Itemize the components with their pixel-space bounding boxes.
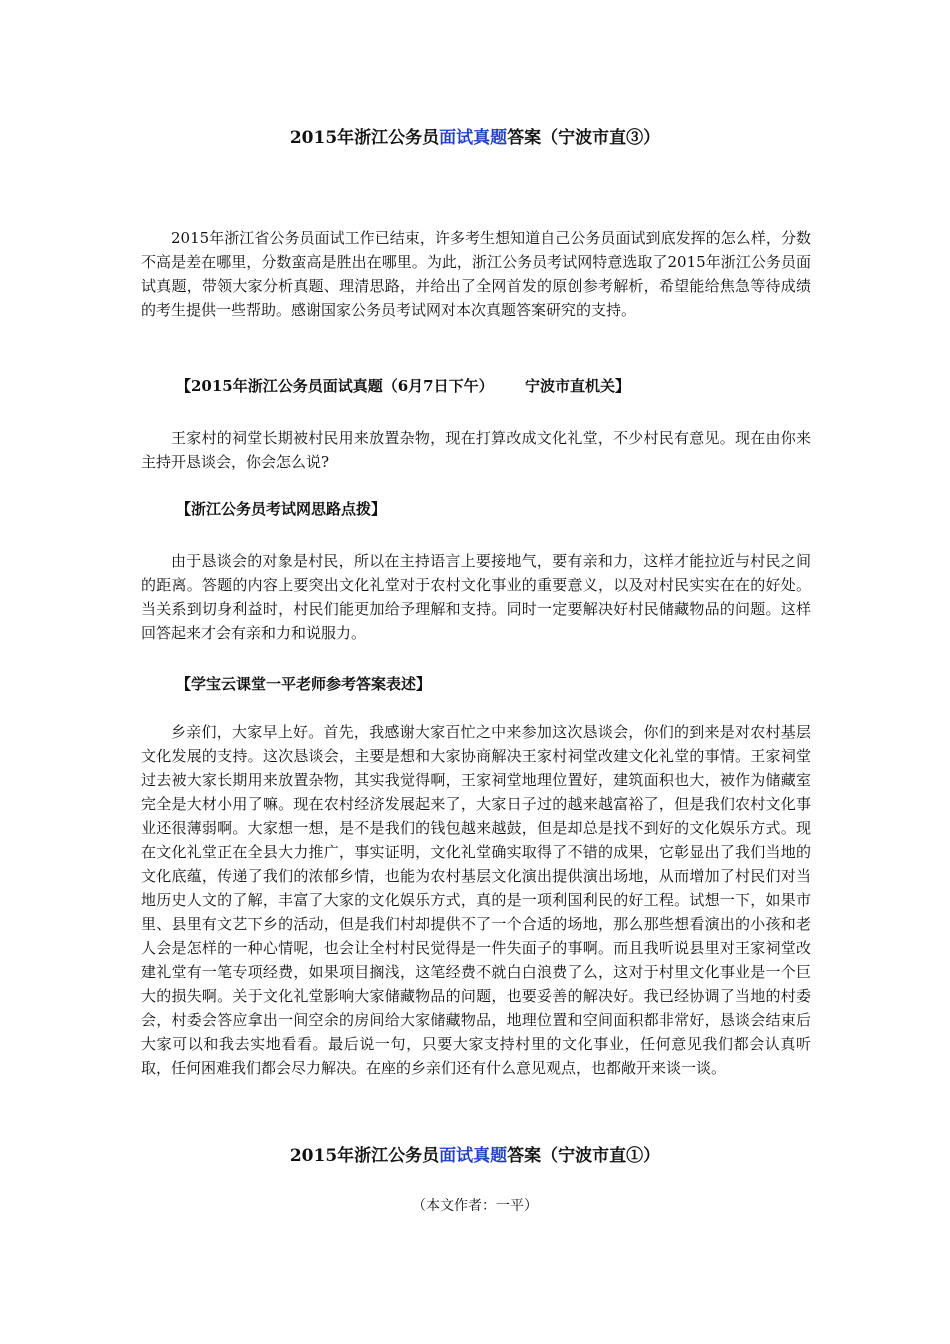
question-paragraph: 王家村的祠堂长期被村民用来放置杂物，现在打算改成文化礼堂，不少村民有意见。现在由你来主持开恳谈会，你会怎么说? xyxy=(141,429,811,471)
intro-paragraph: 2015年浙江省公务员面试工作已结束，许多考生想知道自己公务员面试到底发挥的怎么样，分数不高是差在哪里，分数蛮高是胜出在哪里。为此，浙江公务员考试网特意选取了2015年浙江公务员面试真题，带领大家分析真题、理清思路，并给出了全网首发的原创参考解析，希望能给焦急等待成绩的考生提供一些帮助。感谢国家公务员考试网对本次真题答案研究的支持。 xyxy=(141,229,811,319)
answer-paragraph: 乡亲们，大家早上好。首先，我感谢大家百忙之中来参加这次恳谈会，你们的到来是对农村基层文化发展的支持。这次恳谈会，主要是想和大家协商解决王家村祠堂改建文化礼堂的事情。王家祠堂过去被大家长期用来放置杂物，其实我觉得啊，王家祠堂地理位置好，建筑面积也大，被作为储藏室完全是大材小用了嘛。现在农村经济发展起来了，大家日子过的越来越富裕了，但是我们农村文化事业还很薄弱啊。大家想一想，是不是我们的钱包越来越鼓，但是却总是找不到好的文化娱乐方式。现在文化礼堂正在全县大力推广，事实证明，文化礼堂确实取得了不错的成果，它彰显出了我们当地的文化底蕴，传递了我们的浓郁乡情，也能为农村基层文化演出提供演出场地，从而增加了村民们对当地历史人文的了解，丰富了大家的文化娱乐方式，真的是一项利国利民的好工程。试想一下，如果市里、县里有文艺下乡的活动，但是我们村却提供不了一个合适的场地，那么那些想看演出的小孩和老人会是怎样的一种心情呢，也会让全村村民觉得是一件失面子的事啊。而且我听说县里对王家祠堂改建礼堂有一笔专项经费，如果项目搁浅，这笔经费不就白白浪费了么，这对于村里文化事业是一个巨大的损失啊。关于文化礼堂影响大家储藏物品的问题，也要妥善的解决好。我已经协调了当地的村委会，村委会答应拿出一间空余的房间给大家储藏物品，地理位置和空间面积都非常好，恳谈会结束后大家可以和我去实地看看。最后说一句，只要大家支持村里的文化事业，任何意见我们都会认真听取，任何困难我们都会尽力解决。在座的乡亲们还有什么意见观点，也都敞开来谈一谈。 xyxy=(141,723,811,1077)
title-prefix: 2015年浙江公务员 xyxy=(289,128,440,148)
author-byline: （本文作者：一平） xyxy=(412,1198,538,1214)
title-prefix: 2015年浙江公务员 xyxy=(289,1146,440,1166)
title-suffix: 答案（宁波市直③） xyxy=(507,128,661,148)
title-link-interview-questions[interactable]: 面试真题 xyxy=(439,128,508,148)
title-suffix: 答案（宁波市直①） xyxy=(507,1146,661,1166)
tips-paragraph: 由于恳谈会的对象是村民，所以在主持语言上要接地气，要有亲和力，这样才能拉近与村民之间的距离。答题的内容上要突出文化礼堂对于农村文化事业的重要意义，以及对村民实实在在的好处。当关系到切身利益时，村民们能更加给予理解和支持。同时一定要解决好村民储藏物品的问题。这样回答起来才会有亲和力和说服力。 xyxy=(141,552,811,642)
title-link-interview-questions[interactable]: 面试真题 xyxy=(439,1146,508,1166)
next-article-title xyxy=(0,1144,950,1168)
answer-heading: 【学宝云课堂一平老师参考答案表述】 xyxy=(176,675,432,693)
question-heading: 【2015年浙江公务员面试真题（6月7日下午） 宁波市直机关】 xyxy=(176,377,630,395)
tips-heading: 【浙江公务员考试网思路点拨】 xyxy=(176,500,387,518)
document-title xyxy=(0,126,950,150)
